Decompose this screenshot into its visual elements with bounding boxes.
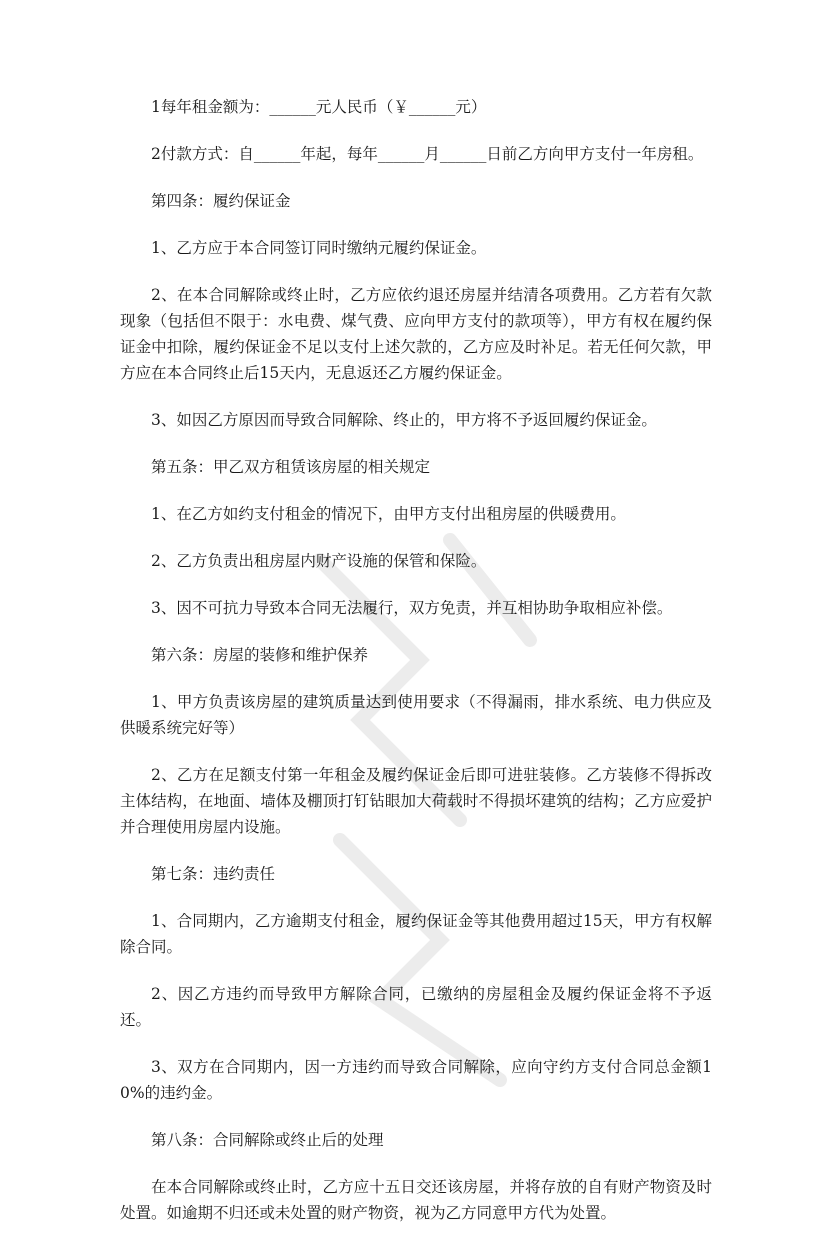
article-7-clause-3: 3、双方在合同期内，因一方违约而导致合同解除，应向守约方支付合同总金额10%的违约金。 bbox=[120, 1058, 712, 1102]
article-5-clause-2: 2、乙方负责出租房屋内财产设施的保管和保险。 bbox=[151, 552, 487, 570]
article-6-clause-2: 2、乙方在足额支付第一年租金及履约保证金后即可进驻装修。乙方装修不得拆改主体结构，在地面、墙体及棚顶打钉钻眼加大荷载时不得损坏建筑的结构；乙方应爱护并合理使用房屋内设施。 bbox=[120, 766, 712, 836]
article-6-heading: 第六条：房屋的装修和维护保养 bbox=[151, 646, 369, 664]
payment-method-line: 2付款方式：自______年起，每年______月______日前乙方向甲方支付一年房租。 bbox=[151, 145, 704, 163]
article-7-heading: 第七条：违约责任 bbox=[151, 865, 276, 883]
contract-body bbox=[120, 94, 712, 1247]
article-7-clause-2: 2、因乙方违约而导致甲方解除合同，已缴纳的房屋租金及履约保证金将不予返还。 bbox=[120, 985, 712, 1029]
article-4-clause-3: 3、如因乙方原因而导致合同解除、终止的，甲方将不予返回履约保证金。 bbox=[151, 411, 657, 429]
article-5-heading: 第五条：甲乙双方租赁该房屋的相关规定 bbox=[151, 458, 431, 476]
article-5-clause-1: 1、在乙方如约支付租金的情况下，由甲方支付出租房屋的供暖费用。 bbox=[151, 505, 626, 523]
article-4-heading: 第四条：履约保证金 bbox=[151, 192, 291, 210]
article-8-clause: 在本合同解除或终止时，乙方应十五日交还该房屋，并将存放的自有财产物资及时处置。如逾期不归还或未处置的财产物资，视为乙方同意甲方代为处置。 bbox=[120, 1178, 712, 1222]
article-7-clause-1: 1、合同期内，乙方逾期支付租金，履约保证金等其他费用超过15天，甲方有权解除合同。 bbox=[120, 912, 712, 956]
article-8-heading: 第八条：合同解除或终止后的处理 bbox=[151, 1131, 384, 1149]
rent-amount-line: 1每年租金额为：______元人民币（￥______元） bbox=[151, 98, 487, 116]
article-5-clause-3: 3、因不可抗力导致本合同无法履行，双方免责，并互相协助争取相应补偿。 bbox=[151, 599, 673, 617]
article-4-clause-2: 2、在本合同解除或终止时，乙方应依约退还房屋并结清各项费用。乙方若有欠款现象（包括但不限于：水电费、煤气费、应向甲方支付的款项等），甲方有权在履约保证金中扣除，履约保证金不足以支付上述欠款的，乙方应及时补足。若无任何欠款，甲方应在本合同终止后15天内，无息返还乙方履约保证金。 bbox=[120, 286, 712, 382]
article-4-clause-1: 1、乙方应于本合同签订同时缴纳元履约保证金。 bbox=[151, 239, 487, 257]
article-6-clause-1: 1、甲方负责该房屋的建筑质量达到使用要求（不得漏雨，排水系统、电力供应及供暖系统完好等） bbox=[120, 693, 712, 737]
